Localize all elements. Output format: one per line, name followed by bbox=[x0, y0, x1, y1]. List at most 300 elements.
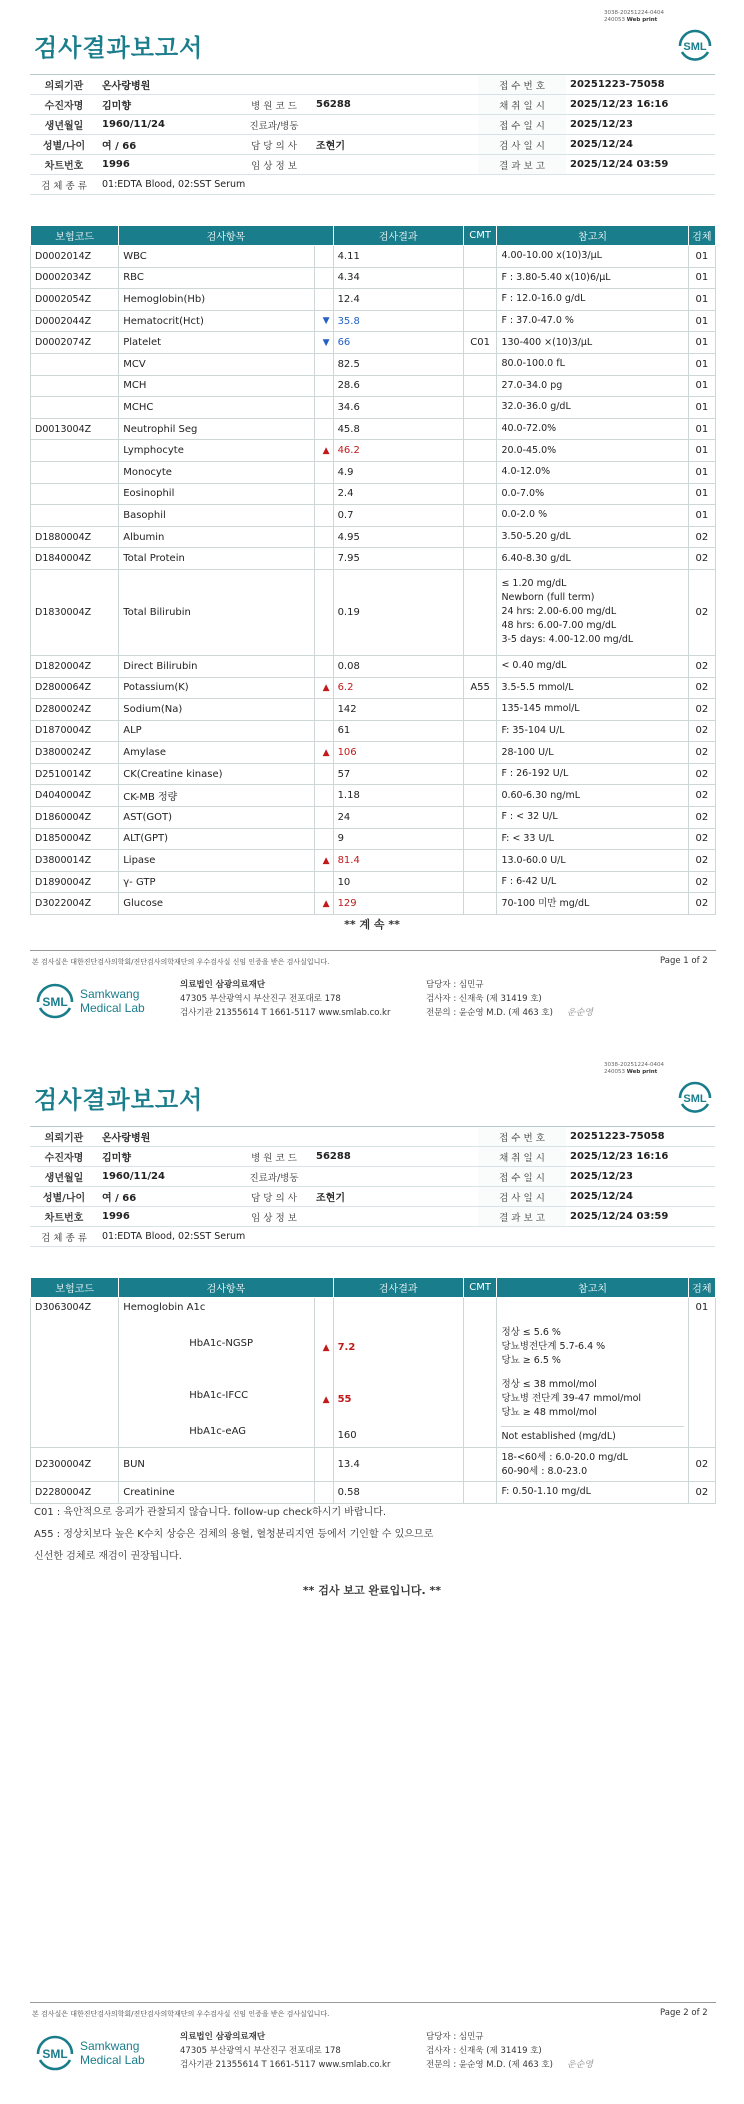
doctor-value: 조현기 bbox=[312, 135, 408, 155]
test-item: Total Protein bbox=[119, 548, 314, 570]
reference-range: 3.5-5.5 mmol/L bbox=[497, 677, 688, 699]
result-value: 0.58 bbox=[333, 1482, 463, 1504]
result-value: 12.4 bbox=[333, 289, 463, 311]
col-header-ref: 참고치 bbox=[497, 226, 688, 246]
footer-divider bbox=[30, 950, 716, 951]
comment-code bbox=[463, 246, 497, 268]
result-value: 7.2 bbox=[337, 1342, 356, 1353]
table-row bbox=[31, 267, 716, 289]
reference-range: 0.0-7.0% bbox=[497, 483, 688, 505]
reference-range: F : 37.0-47.0 % bbox=[497, 310, 688, 332]
flag-cell bbox=[314, 828, 333, 850]
result-value: 0.7 bbox=[333, 505, 463, 527]
specimen-code: 02 bbox=[688, 526, 715, 548]
test-item: Amylase bbox=[119, 742, 314, 764]
page-title: 검사결과보고서 bbox=[34, 34, 204, 62]
table-row bbox=[31, 785, 716, 807]
test-item: Total Bilirubin bbox=[119, 569, 314, 655]
flag-cell bbox=[314, 418, 333, 440]
flag-cell bbox=[314, 569, 333, 655]
sexage-label: 성별/나이 bbox=[30, 1187, 98, 1207]
table-row bbox=[31, 375, 716, 397]
specimen-code: 02 bbox=[688, 763, 715, 785]
footer-divider bbox=[30, 2002, 716, 2003]
test-item: Glucose bbox=[119, 893, 314, 915]
certification-note: 본 검사실은 대한진단검사의학회/진단검사의학재단의 우수검사실 신임 인증을 받은 검사실입니다. bbox=[32, 2010, 330, 2018]
reference-range: F : 26-192 U/L bbox=[497, 763, 688, 785]
specimen-code: 01 bbox=[688, 289, 715, 311]
signature: 운순영 bbox=[566, 2060, 593, 2070]
collect-value: 2025/12/23 16:16 bbox=[566, 1147, 715, 1167]
insurance-code: D3800024Z bbox=[31, 742, 119, 764]
test-item: MCV bbox=[119, 353, 314, 375]
test-item: Sodium(Na) bbox=[119, 699, 314, 721]
table-row bbox=[31, 461, 716, 483]
comment-code bbox=[463, 720, 497, 742]
col-header-spec: 검체 bbox=[688, 1278, 715, 1298]
result-value: 7.95 bbox=[333, 548, 463, 570]
col-header-cmt: CMT bbox=[463, 226, 497, 246]
test-item: Potassium(K) bbox=[119, 677, 314, 699]
doctor-label: 담 당 의 사 bbox=[236, 135, 312, 155]
dob-label: 생년월일 bbox=[30, 1167, 98, 1187]
comment-code bbox=[463, 850, 497, 872]
result-value: 13.4 bbox=[333, 1448, 463, 1482]
receipt-no-value: 20251223-75058 bbox=[566, 1127, 715, 1147]
reference-range: 27.0-34.0 pg bbox=[497, 375, 688, 397]
result-value: 34.6 bbox=[333, 397, 463, 419]
high-flag-icon: ▲ bbox=[314, 893, 333, 915]
comment-code bbox=[463, 742, 497, 764]
insurance-code: D3063004Z bbox=[31, 1298, 119, 1448]
insurance-code: D3022004Z bbox=[31, 893, 119, 915]
dept-value bbox=[312, 115, 408, 135]
high-flag-icon: ▲ bbox=[322, 1343, 330, 1353]
table-row bbox=[31, 807, 716, 829]
clinical-label: 임 상 정 보 bbox=[236, 155, 312, 175]
result-value: 4.95 bbox=[333, 526, 463, 548]
insurance-code bbox=[31, 483, 119, 505]
col-header-ref: 참고치 bbox=[497, 1278, 688, 1298]
stamp-line: 3038-20251224-0404 bbox=[604, 1062, 664, 1068]
specimen-code: 01 bbox=[688, 310, 715, 332]
reference-range: 0.60-6.30 ng/mL bbox=[497, 785, 688, 807]
sexage-label: 성별/나이 bbox=[30, 135, 98, 155]
test-date-value: 2025/12/24 bbox=[566, 1187, 715, 1207]
comment-code: A55 bbox=[463, 677, 497, 699]
high-flag-icon: ▲ bbox=[314, 677, 333, 699]
insurance-code bbox=[31, 461, 119, 483]
stamp-web-print: Web print bbox=[626, 1069, 658, 1075]
patient-info-table bbox=[30, 74, 715, 195]
table-row bbox=[31, 1482, 716, 1504]
specimen-code: 02 bbox=[688, 699, 715, 721]
comment-code bbox=[463, 353, 497, 375]
table-row bbox=[31, 893, 716, 915]
table-row bbox=[31, 548, 716, 570]
insurance-code: D2800024Z bbox=[31, 699, 119, 721]
org-info bbox=[180, 978, 390, 1020]
result-value: 4.11 bbox=[333, 246, 463, 268]
signature: 운순영 bbox=[566, 1008, 593, 1018]
specimen-code: 02 bbox=[688, 850, 715, 872]
specimen-label: 검 체 종 류 bbox=[30, 1227, 98, 1247]
specimen-code: 01 bbox=[688, 246, 715, 268]
comment-code bbox=[463, 461, 497, 483]
comment-code bbox=[463, 828, 497, 850]
specimen-code: 02 bbox=[688, 828, 715, 850]
stamp-line: 3038-20251224-0404 bbox=[604, 10, 664, 16]
results-table bbox=[30, 225, 716, 915]
collect-label: 채 취 일 시 bbox=[478, 1147, 566, 1167]
receipt-date-label: 접 수 일 시 bbox=[478, 115, 566, 135]
reference-range: 135-145 mmol/L bbox=[497, 699, 688, 721]
table-row bbox=[31, 526, 716, 548]
reference-range: F : 6-42 U/L bbox=[497, 871, 688, 893]
specialist: 전문의 : 윤순영 M.D. (제 463 호) bbox=[426, 1008, 553, 1018]
insurance-code: D2280004Z bbox=[31, 1482, 119, 1504]
doctor-value: 조현기 bbox=[312, 1187, 408, 1207]
specimen-code: 02 bbox=[688, 655, 715, 677]
chart-value: 1996 bbox=[98, 1207, 236, 1227]
reference-range: F : 3.80-5.40 x(10)6/μL bbox=[497, 267, 688, 289]
insurance-code: D1870004Z bbox=[31, 720, 119, 742]
specimen-value: 01:EDTA Blood, 02:SST Serum bbox=[98, 1227, 715, 1247]
table-row bbox=[31, 483, 716, 505]
flag-cell bbox=[314, 461, 333, 483]
insurance-code: D3800014Z bbox=[31, 850, 119, 872]
hospital-code-value: 56288 bbox=[312, 1147, 408, 1167]
client-label: 의뢰기관 bbox=[30, 75, 98, 95]
receipt-date-label: 접 수 일 시 bbox=[478, 1167, 566, 1187]
tester: 검사자 : 신재욱 (제 31419 호) bbox=[426, 994, 542, 1004]
specimen-label: 검 체 종 류 bbox=[30, 175, 98, 195]
test-item: Lipase bbox=[119, 850, 314, 872]
test-item: AST(GOT) bbox=[119, 807, 314, 829]
specimen-code: 01 bbox=[688, 1298, 715, 1448]
table-row bbox=[31, 246, 716, 268]
comment-code bbox=[463, 267, 497, 289]
reference-range: F: 0.50-1.10 mg/dL bbox=[497, 1482, 688, 1504]
insurance-code: D2510014Z bbox=[31, 763, 119, 785]
clinical-label: 임 상 정 보 bbox=[236, 1207, 312, 1227]
result-value: 6.2 bbox=[333, 677, 463, 699]
flag-cell bbox=[314, 505, 333, 527]
insurance-code bbox=[31, 505, 119, 527]
col-header-item: 검사항목 bbox=[119, 1278, 333, 1298]
test-item: Creatinine bbox=[119, 1482, 314, 1504]
specimen-code: 01 bbox=[688, 418, 715, 440]
comment-code: C01 bbox=[463, 332, 497, 354]
chart-label: 차트번호 bbox=[30, 155, 98, 175]
flag-cell bbox=[314, 353, 333, 375]
specimen-code: 02 bbox=[688, 1448, 715, 1482]
svg-text:SML: SML bbox=[42, 995, 68, 1009]
svg-text:SML: SML bbox=[683, 41, 707, 53]
hospital-code-label: 병 원 코 드 bbox=[236, 1147, 312, 1167]
insurance-code: D1880004Z bbox=[31, 526, 119, 548]
insurance-code: D0002074Z bbox=[31, 332, 119, 354]
flag-cell bbox=[314, 655, 333, 677]
svg-text:Samkwang: Samkwang bbox=[80, 2039, 140, 2053]
page-number: Page 2 of 2 bbox=[660, 2008, 708, 2018]
specimen-code: 01 bbox=[688, 332, 715, 354]
dept-label: 진료과/병동 bbox=[236, 1167, 312, 1187]
dept-value bbox=[312, 1167, 408, 1187]
org-contact: 검사기관 21355614 T 1661-5117 www.smlab.co.kr bbox=[180, 2060, 391, 2070]
reference-range: 13.0-60.0 U/L bbox=[497, 850, 688, 872]
test-item: Basophil bbox=[119, 505, 314, 527]
receipt-no-label: 접 수 번 호 bbox=[478, 75, 566, 95]
sexage-value: 여 / 66 bbox=[98, 135, 236, 155]
comment-code bbox=[463, 440, 497, 462]
receipt-date-value: 2025/12/23 bbox=[566, 115, 715, 135]
reference-range: F: < 33 U/L bbox=[497, 828, 688, 850]
flag-cell bbox=[314, 548, 333, 570]
samkwang-logo-icon bbox=[34, 978, 154, 1024]
result-value: 4.34 bbox=[333, 267, 463, 289]
table-row bbox=[31, 418, 716, 440]
hospital-code-label: 병 원 코 드 bbox=[236, 95, 312, 115]
test-item: Hemoglobin A1c bbox=[123, 1302, 206, 1313]
manager: 담당자 : 심민규 bbox=[426, 980, 484, 990]
result-value: 24 bbox=[333, 807, 463, 829]
dob-label: 생년월일 bbox=[30, 115, 98, 135]
result-value: 129 bbox=[333, 893, 463, 915]
result-value: 61 bbox=[333, 720, 463, 742]
table-row bbox=[31, 655, 716, 677]
receipt-no-value: 20251223-75058 bbox=[566, 75, 715, 95]
insurance-code: D4040004Z bbox=[31, 785, 119, 807]
report-date-label: 결 과 보 고 bbox=[478, 155, 566, 175]
flag-cell bbox=[314, 289, 333, 311]
specimen-code: 02 bbox=[688, 720, 715, 742]
comment-code bbox=[463, 699, 497, 721]
table-row bbox=[31, 310, 716, 332]
test-item: Eosinophil bbox=[119, 483, 314, 505]
insurance-code bbox=[31, 375, 119, 397]
insurance-code: D1820004Z bbox=[31, 655, 119, 677]
test-date-label: 검 사 일 시 bbox=[478, 135, 566, 155]
flag-cell bbox=[314, 720, 333, 742]
comment-code bbox=[463, 483, 497, 505]
test-item: BUN bbox=[119, 1448, 314, 1482]
specimen-code: 02 bbox=[688, 871, 715, 893]
certification-note: 본 검사실은 대한진단검사의학회/진단검사의학재단의 우수검사실 신임 인증을 받은 검사실입니다. bbox=[32, 958, 330, 966]
specimen-code: 02 bbox=[688, 1482, 715, 1504]
org-name: 의료법인 삼광의료재단 bbox=[180, 2032, 266, 2042]
specimen-code: 02 bbox=[688, 785, 715, 807]
specimen-code: 02 bbox=[688, 893, 715, 915]
note-c01: C01 : 육안적으로 응괴가 관찰되지 않습니다. follow-up check하시기 바랍니다. bbox=[34, 1507, 387, 1518]
comment-code bbox=[463, 763, 497, 785]
test-item: Hemoglobin(Hb) bbox=[119, 289, 314, 311]
result-value: 55 bbox=[337, 1394, 352, 1405]
test-item: Direct Bilirubin bbox=[119, 655, 314, 677]
doctor-label: 담 당 의 사 bbox=[236, 1187, 312, 1207]
patient-label: 수진자명 bbox=[30, 95, 98, 115]
patient-value: 김미향 bbox=[98, 95, 236, 115]
result-value: 142 bbox=[333, 699, 463, 721]
reference-range: 130-400 ×(10)3/μL bbox=[497, 332, 688, 354]
org-contact: 검사기관 21355614 T 1661-5117 www.smlab.co.kr bbox=[180, 1008, 391, 1018]
specialist: 전문의 : 윤순영 M.D. (제 463 호) bbox=[426, 2060, 553, 2070]
flag-cell bbox=[314, 526, 333, 548]
comment-code bbox=[463, 289, 497, 311]
insurance-code: D0002034Z bbox=[31, 267, 119, 289]
test-item: γ- GTP bbox=[119, 871, 314, 893]
dob-value: 1960/11/24 bbox=[98, 115, 236, 135]
patient-label: 수진자명 bbox=[30, 1147, 98, 1167]
comment-code bbox=[463, 505, 497, 527]
reference-range: 80.0-100.0 fL bbox=[497, 353, 688, 375]
insurance-code: D0002014Z bbox=[31, 246, 119, 268]
print-stamp bbox=[604, 10, 664, 24]
comment-code bbox=[463, 526, 497, 548]
report-date-label: 결 과 보 고 bbox=[478, 1207, 566, 1227]
svg-text:Medical Lab: Medical Lab bbox=[80, 2053, 145, 2067]
test-item: Monocyte bbox=[119, 461, 314, 483]
reference-range: F : 12.0-16.0 g/dL bbox=[497, 289, 688, 311]
flag-cell bbox=[314, 785, 333, 807]
comment-code bbox=[463, 893, 497, 915]
table-row bbox=[31, 397, 716, 419]
table-row bbox=[31, 569, 716, 655]
reference-range: 정상 ≤ 5.6 % 당뇨병전단계 5.7-6.4 % 당뇨 ≥ 6.5 % bbox=[501, 1327, 606, 1366]
stamp-web-print: Web print bbox=[626, 17, 658, 23]
table-row bbox=[31, 850, 716, 872]
test-item: Hematocrit(Hct) bbox=[119, 310, 314, 332]
table-row bbox=[31, 332, 716, 354]
high-flag-icon: ▲ bbox=[322, 1395, 330, 1405]
flag-cell bbox=[314, 375, 333, 397]
report-page-2 bbox=[0, 1052, 744, 2104]
table-row bbox=[31, 871, 716, 893]
test-item: Albumin bbox=[119, 526, 314, 548]
result-value: 2.4 bbox=[333, 483, 463, 505]
insurance-code: D0013004Z bbox=[31, 418, 119, 440]
table-row bbox=[31, 677, 716, 699]
test-item: HbA1c-IFCC bbox=[189, 1390, 249, 1401]
result-value: 9 bbox=[333, 828, 463, 850]
result-value: 0.19 bbox=[333, 569, 463, 655]
comment-code bbox=[463, 655, 497, 677]
insurance-code bbox=[31, 440, 119, 462]
test-date-value: 2025/12/24 bbox=[566, 135, 715, 155]
print-stamp bbox=[604, 1062, 664, 1076]
patient-info-table bbox=[30, 1126, 715, 1247]
specimen-code: 01 bbox=[688, 461, 715, 483]
comment-code bbox=[463, 807, 497, 829]
result-column bbox=[333, 1298, 463, 1448]
table-row bbox=[31, 720, 716, 742]
specimen-code: 02 bbox=[688, 807, 715, 829]
result-value: 82.5 bbox=[333, 353, 463, 375]
reference-range: 4.0-12.0% bbox=[497, 461, 688, 483]
reference-range: F : < 32 U/L bbox=[497, 807, 688, 829]
stamp-line: 240053 bbox=[604, 1069, 625, 1075]
insurance-code: D0002054Z bbox=[31, 289, 119, 311]
svg-text:Medical Lab: Medical Lab bbox=[80, 1001, 145, 1015]
specimen-code: 01 bbox=[688, 505, 715, 527]
comment-code bbox=[463, 569, 497, 655]
reference-range: 0.0-2.0 % bbox=[497, 505, 688, 527]
svg-text:SML: SML bbox=[42, 2047, 68, 2061]
result-value: 66 bbox=[333, 332, 463, 354]
table-row bbox=[31, 289, 716, 311]
test-item: Neutrophil Seg bbox=[119, 418, 314, 440]
specimen-code: 02 bbox=[688, 742, 715, 764]
page-number: Page 1 of 2 bbox=[660, 956, 708, 966]
specimen-code: 02 bbox=[688, 548, 715, 570]
comment-code bbox=[463, 310, 497, 332]
flag-cell bbox=[314, 763, 333, 785]
reference-range: 40.0-72.0% bbox=[497, 418, 688, 440]
specimen-code: 01 bbox=[688, 397, 715, 419]
patient-value: 김미향 bbox=[98, 1147, 236, 1167]
clinical-value bbox=[312, 155, 408, 175]
samkwang-logo-icon bbox=[34, 2030, 154, 2076]
chart-label: 차트번호 bbox=[30, 1207, 98, 1227]
comment-code bbox=[463, 397, 497, 419]
result-value: 81.4 bbox=[333, 850, 463, 872]
table-row bbox=[31, 742, 716, 764]
specimen-code: 01 bbox=[688, 267, 715, 289]
client-value: 온사랑병원 bbox=[98, 75, 408, 95]
col-header-result: 검사결과 bbox=[333, 1278, 463, 1298]
reference-range: ≤ 1.20 mg/dL Newborn (full term) 24 hrs: 2.00-6.00 mg/dL 48 hrs: 6.00-7.00 mg/dL 3-5 days: 4.00-12.00 mg/dL bbox=[497, 569, 688, 655]
test-item: MCHC bbox=[119, 397, 314, 419]
reference-range: F: 35-104 U/L bbox=[497, 720, 688, 742]
org-address: 47305 부산광역시 부산진구 전포대로 178 bbox=[180, 2046, 341, 2056]
specimen-code: 02 bbox=[688, 569, 715, 655]
client-label: 의뢰기관 bbox=[30, 1127, 98, 1147]
col-header-code: 보험코드 bbox=[31, 1278, 119, 1298]
ref-column bbox=[497, 1298, 688, 1448]
signatories bbox=[426, 978, 593, 1020]
flag-cell bbox=[314, 807, 333, 829]
org-address: 47305 부산광역시 부산진구 전포대로 178 bbox=[180, 994, 341, 1004]
reference-range: 정상 ≤ 38 mmol/mol 당뇨병 전단계 39-47 mmol/mol 당뇨 ≥ 48 mmol/mol bbox=[501, 1379, 642, 1418]
table-row bbox=[31, 699, 716, 721]
result-value: 10 bbox=[333, 871, 463, 893]
reference-range: 18-<60세 : 6.0-20.0 mg/dL 60-90세 : 8.0-23.0 bbox=[497, 1448, 688, 1482]
result-value: 35.8 bbox=[333, 310, 463, 332]
insurance-code: D1830004Z bbox=[31, 569, 119, 655]
insurance-code: D1850004Z bbox=[31, 828, 119, 850]
reference-range: 70-100 미만 mg/dL bbox=[497, 893, 688, 915]
col-header-cmt: CMT bbox=[463, 1278, 497, 1298]
report-complete-label: ** 검사 보고 완료입니다. ** bbox=[302, 1584, 442, 1597]
reference-range: 28-100 U/L bbox=[497, 742, 688, 764]
org-info bbox=[180, 2030, 390, 2072]
flag-cell bbox=[314, 871, 333, 893]
comment-code bbox=[463, 871, 497, 893]
comment-code bbox=[463, 785, 497, 807]
insurance-code: D1840004Z bbox=[31, 548, 119, 570]
sml-logo-icon bbox=[676, 1078, 714, 1114]
flag-cell bbox=[314, 246, 333, 268]
result-value: 1.18 bbox=[333, 785, 463, 807]
low-flag-icon: ▼ bbox=[314, 310, 333, 332]
chart-value: 1996 bbox=[98, 155, 236, 175]
sexage-value: 여 / 66 bbox=[98, 1187, 236, 1207]
comment-code bbox=[463, 418, 497, 440]
test-item: Lymphocyte bbox=[119, 440, 314, 462]
result-value: 28.6 bbox=[333, 375, 463, 397]
result-value: 0.08 bbox=[333, 655, 463, 677]
test-item: HbA1c-eAG bbox=[189, 1426, 246, 1437]
